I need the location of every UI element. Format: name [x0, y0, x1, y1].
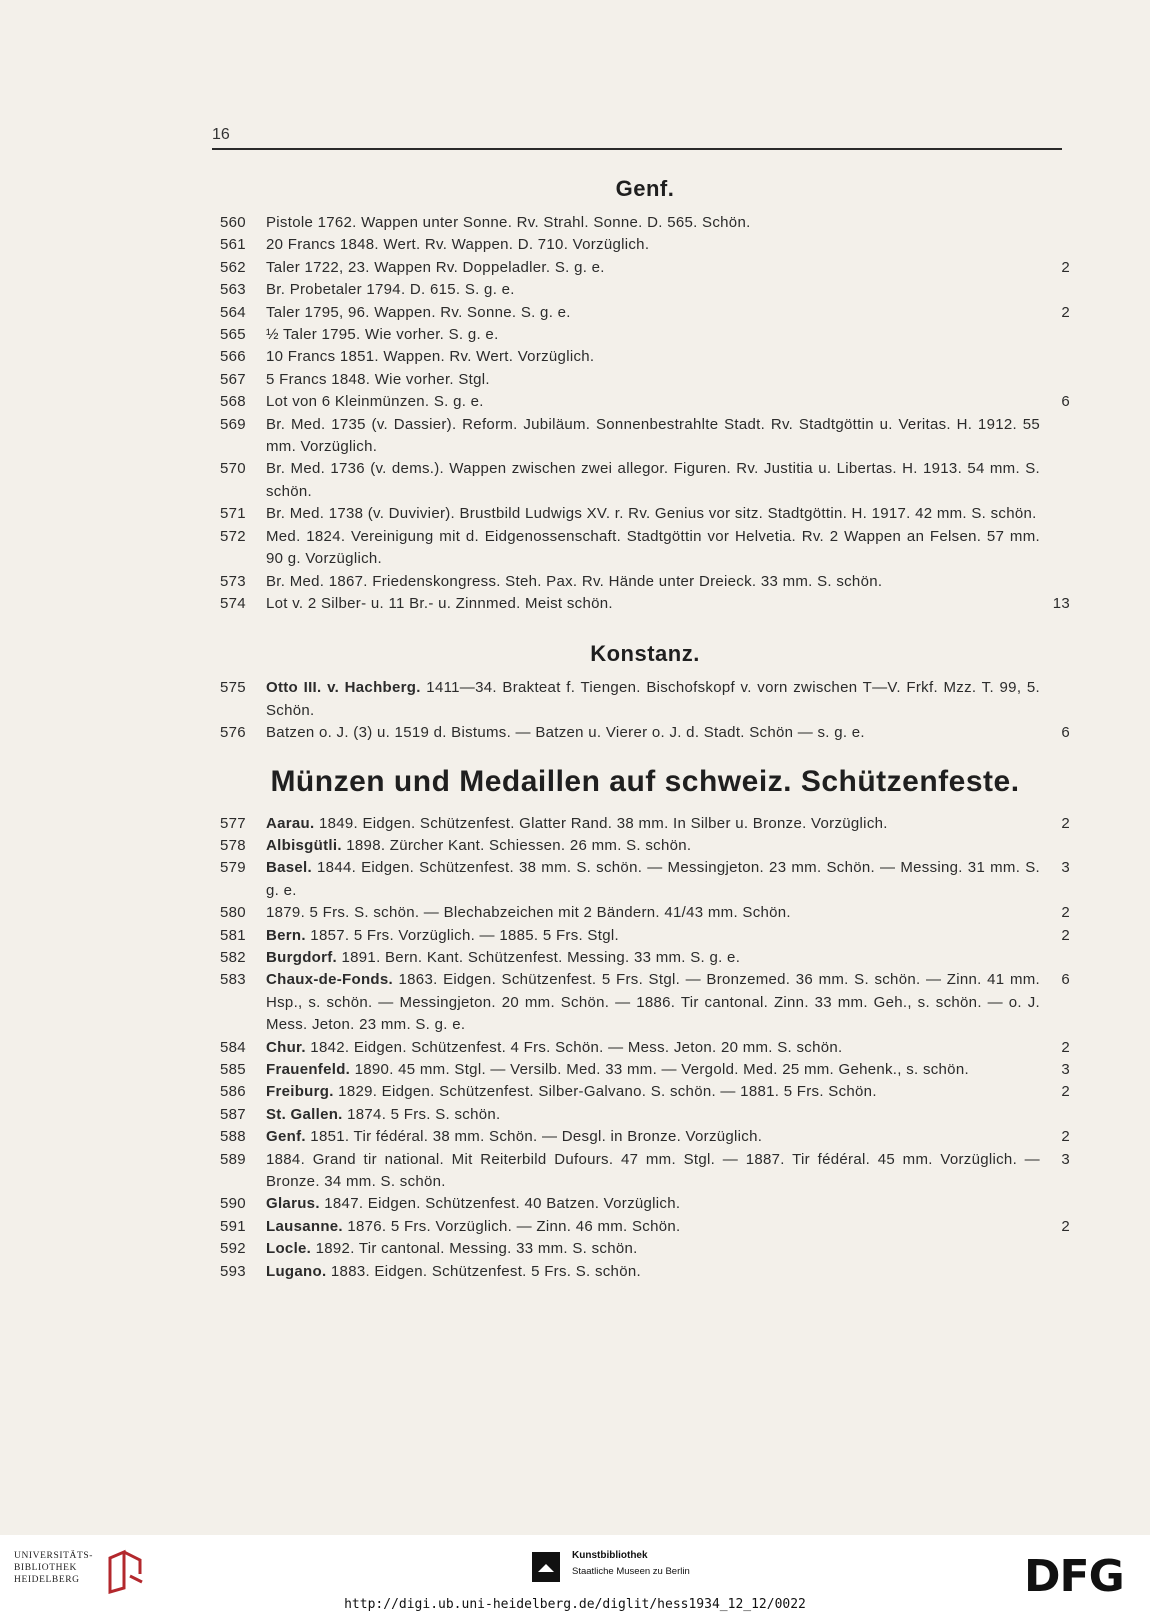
entry-place: Aarau.	[266, 814, 315, 832]
entry-description	[266, 1037, 1040, 1059]
entry-number: 588	[220, 1128, 246, 1146]
entry-value	[1040, 414, 1070, 459]
catalog-entry	[220, 722, 1070, 744]
entry-text: 1851. Tir fédéral. 38 mm. Schön. — Desgl. in Bronze. Vorzüglich.	[305, 1128, 763, 1146]
entry-place: Frauenfeld.	[266, 1061, 351, 1078]
entry-number: 576	[220, 724, 246, 742]
dfg-logo: DFG	[1024, 1551, 1124, 1602]
entry-value: 6	[1061, 393, 1070, 411]
entry-description	[266, 526, 1040, 571]
ub-line-1: UNIVERSITÄTS-	[14, 1551, 94, 1561]
entry-value: 2	[1061, 926, 1070, 944]
entry-description	[266, 1193, 1040, 1215]
catalog-entry	[220, 391, 1070, 413]
entry-description	[266, 1104, 1040, 1126]
catalog-entry	[220, 526, 1070, 571]
entry-value	[1040, 279, 1070, 301]
catalog-entry	[220, 1261, 1070, 1283]
entry-description	[266, 969, 1040, 1036]
entry-place: St. Gallen.	[266, 1105, 343, 1123]
entry-place: Genf.	[266, 1128, 306, 1146]
entry-text: 1898. Zürcher Kant. Schiessen. 26 mm. S. schön.	[341, 836, 692, 854]
entry-value	[1040, 1238, 1070, 1260]
entry-number: 586	[220, 1083, 246, 1101]
entry-text: Batzen o. J. (3) u. 1519 d. Bistums. — Batzen u. Vierer o. J. d. Stadt. Schön — s. g. e.	[266, 724, 865, 742]
entry-number: 560	[220, 214, 246, 231]
entry-text: 10 Francs 1851. Wappen. Rv. Wert. Vorzüglich.	[266, 348, 595, 366]
entry-text: 1411—34. Brakteat f. Tiengen. Bischofskopf v. vorn zwischen T—V. Frkf. Mzz. T. 99, 5. Schön.	[266, 679, 1040, 719]
catalog-entry	[220, 234, 1070, 256]
entry-text: Med. 1824. Vereinigung mit d. Eidgenossenschaft. Stadtgöttin vor Helvetia. Rv. 2 Wappen an Felsen. 57 mm. 90 g. Vorzüglich.	[266, 527, 1040, 568]
entry-text: 1879. 5 Frs. S. schön. — Blechabzeichen mit 2 Bändern. 41/43 mm. Schön.	[266, 904, 791, 922]
section-genf-entries	[220, 212, 1070, 615]
entry-description	[266, 302, 1040, 324]
entry-number: 567	[220, 370, 246, 388]
entry-description	[266, 324, 1040, 346]
entry-value	[1040, 835, 1070, 857]
entry-text: Pistole 1762. Wappen unter Sonne. Rv. Strahl. Sonne. D. 565. Schön.	[266, 214, 751, 231]
entry-value	[1040, 503, 1070, 525]
kunstbibliothek-logo	[530, 1550, 730, 1590]
catalog-content	[220, 170, 1070, 1283]
catalog-entry	[220, 503, 1070, 525]
entry-number: 575	[220, 679, 246, 697]
entry-text: Br. Med. 1735 (v. Dassier). Reform. Jubiläum. Sonnenbestrahlte Stadt. Rv. Stadtgöttin u. Veritas. H. 1912. 55 mm. Vorzüglich.	[266, 415, 1040, 456]
entry-value	[1040, 526, 1070, 571]
entry-text: 1884. Grand tir national. Mit Reiterbild Dufours. 47 mm. Stgl. — 1887. Tir fédéral. 45 mm. Vorzüglich. — Bronze. 34 mm. S. schön.	[266, 1150, 1040, 1191]
entry-value	[1040, 234, 1070, 256]
entry-description	[266, 234, 1040, 256]
catalog-entry	[220, 925, 1070, 947]
entry-number: 590	[220, 1195, 246, 1213]
catalog-entry	[220, 279, 1070, 301]
entry-value: 6	[1061, 724, 1070, 742]
entry-number: 593	[220, 1262, 246, 1280]
entry-description	[266, 212, 1040, 234]
entry-value	[1040, 324, 1070, 346]
entry-number: 580	[220, 904, 246, 922]
entry-number: 574	[220, 594, 246, 612]
catalog-entry	[220, 571, 1070, 593]
entry-number: 561	[220, 236, 246, 254]
entry-description	[266, 947, 1040, 969]
entry-description	[266, 1261, 1040, 1283]
entry-number: 562	[220, 258, 246, 276]
entry-text: Br. Med. 1738 (v. Duvivier). Brustbild Ludwigs XV. r. Rv. Genius vor sitz. Stadtgöttin. H. 1917. 42 mm. S. schön.	[266, 505, 1037, 523]
entry-description	[266, 593, 1040, 615]
catalog-entry	[220, 1149, 1070, 1194]
entry-value	[1040, 458, 1070, 503]
page-url[interactable]: http://digi.ub.uni-heidelberg.de/diglit/hess1934_12_12/0022	[344, 1597, 806, 1612]
entry-value	[1040, 1261, 1070, 1283]
entry-number: 589	[220, 1150, 246, 1168]
entry-description	[266, 279, 1040, 301]
entry-description	[266, 391, 1040, 413]
catalog-entry	[220, 1081, 1070, 1103]
entry-place: Glarus.	[266, 1195, 320, 1213]
entry-text: 1842. Eidgen. Schützenfest. 4 Frs. Schön. — Mess. Jeton. 20 mm. S. schön.	[305, 1038, 843, 1056]
entry-number: 568	[220, 393, 246, 411]
entry-value: 2	[1061, 1083, 1070, 1101]
entry-text: 1829. Eidgen. Schützenfest. Silber-Galvano. S. schön. — 1881. 5 Frs. Schön.	[333, 1083, 877, 1101]
entry-value	[1040, 571, 1070, 593]
entry-number: 565	[220, 326, 246, 344]
entry-number: 569	[220, 415, 246, 433]
entry-value: 13	[1052, 594, 1070, 612]
entry-place: Locle.	[266, 1240, 312, 1258]
header-rule	[212, 148, 1062, 150]
entry-description	[266, 813, 1040, 835]
catalog-entry	[220, 212, 1070, 234]
entry-text: Taler 1795, 96. Wappen. Rv. Sonne. S. g. e.	[266, 303, 571, 321]
catalog-entry	[220, 593, 1070, 615]
entry-value	[1040, 346, 1070, 368]
kunstbibliothek-title: Kunstbibliothek	[572, 1550, 648, 1561]
catalog-entry	[220, 414, 1070, 459]
entry-place: Albisgütli.	[266, 836, 342, 854]
entry-value: 3	[1061, 1150, 1070, 1168]
entry-text: Br. Probetaler 1794. D. 615. S. g. e.	[266, 281, 515, 299]
entry-value: 2	[1061, 814, 1070, 832]
entry-number: 564	[220, 303, 246, 321]
entry-value: 3	[1061, 859, 1070, 877]
entry-number: 578	[220, 836, 246, 854]
entry-text: 1844. Eidgen. Schützenfest. 38 mm. S. schön. — Messingjeton. 23 mm. Schön. — Messing. 31 mm. S. g. e.	[266, 859, 1040, 899]
catalog-entry	[220, 969, 1070, 1036]
ub-line-3: HEIDELBERG	[14, 1575, 80, 1585]
catalog-entry	[220, 1037, 1070, 1059]
entry-text: 1863. Eidgen. Schützenfest. 5 Frs. Stgl. — Bronzemed. 36 mm. S. schön. — Zinn. 41 mm. Hsp., s. schön. — Messingjeton. 20 mm. Schön. — 1886. Tir cantonal. Zinn. 33 mm. Geh., s. schön. — o. J. Mess. Jeton. 23 mm. S. g. e.	[266, 971, 1040, 1034]
entry-number: 573	[220, 572, 246, 590]
entry-description	[266, 503, 1040, 525]
kunstbibliothek-emblem-icon	[530, 1550, 564, 1586]
entry-number: 577	[220, 814, 246, 832]
entry-value: 2	[1061, 258, 1070, 276]
catalog-entry	[220, 813, 1070, 835]
entry-number: 592	[220, 1240, 246, 1258]
entry-description	[266, 458, 1040, 503]
entry-text: 1847. Eidgen. Schützenfest. 40 Batzen. Vorzüglich.	[319, 1195, 681, 1213]
catalog-entry	[220, 1216, 1070, 1238]
entry-text: Br. Med. 1867. Friedenskongress. Steh. Pax. Rv. Hände unter Dreieck. 33 mm. S. schön.	[266, 572, 883, 590]
entry-description	[266, 722, 1040, 744]
entry-place: Chaux-de-Fonds.	[266, 971, 393, 989]
entry-text: 1891. Bern. Kant. Schützenfest. Messing. 33 mm. S. g. e.	[337, 948, 741, 966]
section-heading-genf: Genf.	[615, 176, 675, 201]
entry-number: 583	[220, 971, 246, 989]
catalog-entry	[220, 346, 1070, 368]
entry-text: Lot von 6 Kleinmünzen. S. g. e.	[266, 393, 484, 411]
catalog-entry	[220, 458, 1070, 503]
ub-emblem-icon	[106, 1548, 146, 1594]
entry-place: Lugano.	[266, 1262, 327, 1280]
entry-text: 1890. 45 mm. Stgl. — Versilb. Med. 33 mm. — Vergold. Med. 25 mm. Gehenk., s. schön.	[350, 1061, 969, 1078]
entry-place: Otto III. v. Hachberg.	[266, 679, 421, 697]
catalog-entry	[220, 835, 1070, 857]
entry-description	[266, 835, 1040, 857]
entry-number: 566	[220, 348, 246, 366]
entry-number: 585	[220, 1061, 246, 1078]
entry-place: Basel.	[266, 859, 312, 877]
entry-description	[266, 346, 1040, 368]
catalog-entry	[220, 947, 1070, 969]
entry-description	[266, 1081, 1040, 1103]
catalog-entry	[220, 1238, 1070, 1260]
entry-number: 571	[220, 505, 246, 523]
entry-description	[266, 1149, 1040, 1194]
catalog-entry	[220, 324, 1070, 346]
entry-number: 581	[220, 926, 246, 944]
entry-place: Chur.	[266, 1038, 306, 1056]
entry-place: Lausanne.	[266, 1217, 343, 1235]
section-konstanz-entries	[220, 677, 1070, 744]
entry-text: Taler 1722, 23. Wappen Rv. Doppeladler. S. g. e.	[266, 258, 605, 276]
entry-place: Freiburg.	[266, 1083, 334, 1101]
entry-description	[266, 369, 1040, 391]
entry-value: 2	[1061, 904, 1070, 922]
entry-text: 1883. Eidgen. Schützenfest. 5 Frs. S. schön.	[326, 1262, 641, 1280]
entry-text: Lot v. 2 Silber- u. 11 Br.- u. Zinnmed. Meist schön.	[266, 594, 613, 612]
catalog-entry	[220, 677, 1070, 722]
entry-text: ½ Taler 1795. Wie vorher. S. g. e.	[266, 326, 499, 344]
catalog-entry	[220, 1126, 1070, 1148]
entry-value	[1040, 369, 1070, 391]
entry-value	[1040, 1193, 1070, 1215]
entry-number: 579	[220, 859, 246, 877]
entry-value: 2	[1061, 1128, 1070, 1146]
entry-description	[266, 1216, 1040, 1238]
entry-text: 1874. 5 Frs. S. schön.	[342, 1105, 501, 1123]
entry-value	[1040, 947, 1070, 969]
entry-number: 587	[220, 1105, 246, 1123]
catalog-entry	[220, 1059, 1070, 1081]
entry-number: 584	[220, 1038, 246, 1056]
entry-number: 570	[220, 460, 246, 478]
entry-value	[1040, 677, 1070, 722]
entry-description	[266, 902, 1040, 924]
entry-description	[266, 1126, 1040, 1148]
catalog-entry	[220, 302, 1070, 324]
catalog-entry	[220, 257, 1070, 279]
catalog-entry	[220, 369, 1070, 391]
entry-value	[1040, 1104, 1070, 1126]
entry-value	[1040, 212, 1070, 234]
ub-line-2: BIBLIOTHEK	[14, 1563, 77, 1573]
entry-text: 20 Francs 1848. Wert. Rv. Wappen. D. 710. Vorzüglich.	[266, 236, 650, 254]
catalog-entry	[220, 1193, 1070, 1215]
entry-number: 591	[220, 1217, 246, 1235]
entry-description	[266, 1238, 1040, 1260]
section-schuetzenfeste-entries	[220, 813, 1070, 1284]
entry-description	[266, 857, 1040, 902]
page-number: 16	[212, 126, 230, 143]
entry-value: 2	[1061, 1038, 1070, 1056]
entry-text: 1876. 5 Frs. Vorzüglich. — Zinn. 46 mm. Schön.	[342, 1217, 681, 1235]
entry-value: 3	[1061, 1061, 1070, 1078]
entry-text: 1892. Tir cantonal. Messing. 33 mm. S. schön.	[311, 1240, 638, 1258]
entry-number: 572	[220, 527, 246, 545]
entry-value: 6	[1061, 971, 1070, 989]
entry-place: Bern.	[266, 926, 306, 944]
entry-text: 1857. 5 Frs. Vorzüglich. — 1885. 5 Frs. Stgl.	[305, 926, 619, 944]
entry-text: Br. Med. 1736 (v. dems.). Wappen zwischen zwei allegor. Figuren. Rv. Justitia u. Libertas. H. 1913. 54 mm. S. schön.	[266, 460, 1040, 500]
entry-place: Burgdorf.	[266, 948, 338, 966]
catalog-entry	[220, 857, 1070, 902]
entry-description	[266, 1059, 1040, 1081]
entry-value: 2	[1061, 303, 1070, 321]
entry-description	[266, 925, 1040, 947]
entry-number: 563	[220, 281, 246, 299]
entry-description	[266, 571, 1040, 593]
entry-description	[266, 257, 1040, 279]
catalog-entry	[220, 902, 1070, 924]
entry-value: 2	[1061, 1217, 1070, 1235]
entry-number: 582	[220, 948, 246, 966]
section-heading-konstanz: Konstanz.	[590, 641, 700, 667]
entry-text: 1849. Eidgen. Schützenfest. Glatter Rand. 38 mm. In Silber u. Bronze. Vorzüglich.	[314, 814, 888, 832]
section-heading-schuetzenfeste: Münzen und Medaillen auf schweiz. Schützenfeste.	[270, 764, 1020, 798]
entry-text: 5 Francs 1848. Wie vorher. Stgl.	[266, 370, 490, 388]
entry-description	[266, 677, 1040, 722]
entry-description	[266, 414, 1040, 459]
kunstbibliothek-subtitle: Staatliche Museen zu Berlin	[572, 1566, 690, 1577]
ub-heidelberg-logo	[14, 1548, 154, 1598]
catalog-entry	[220, 1104, 1070, 1126]
